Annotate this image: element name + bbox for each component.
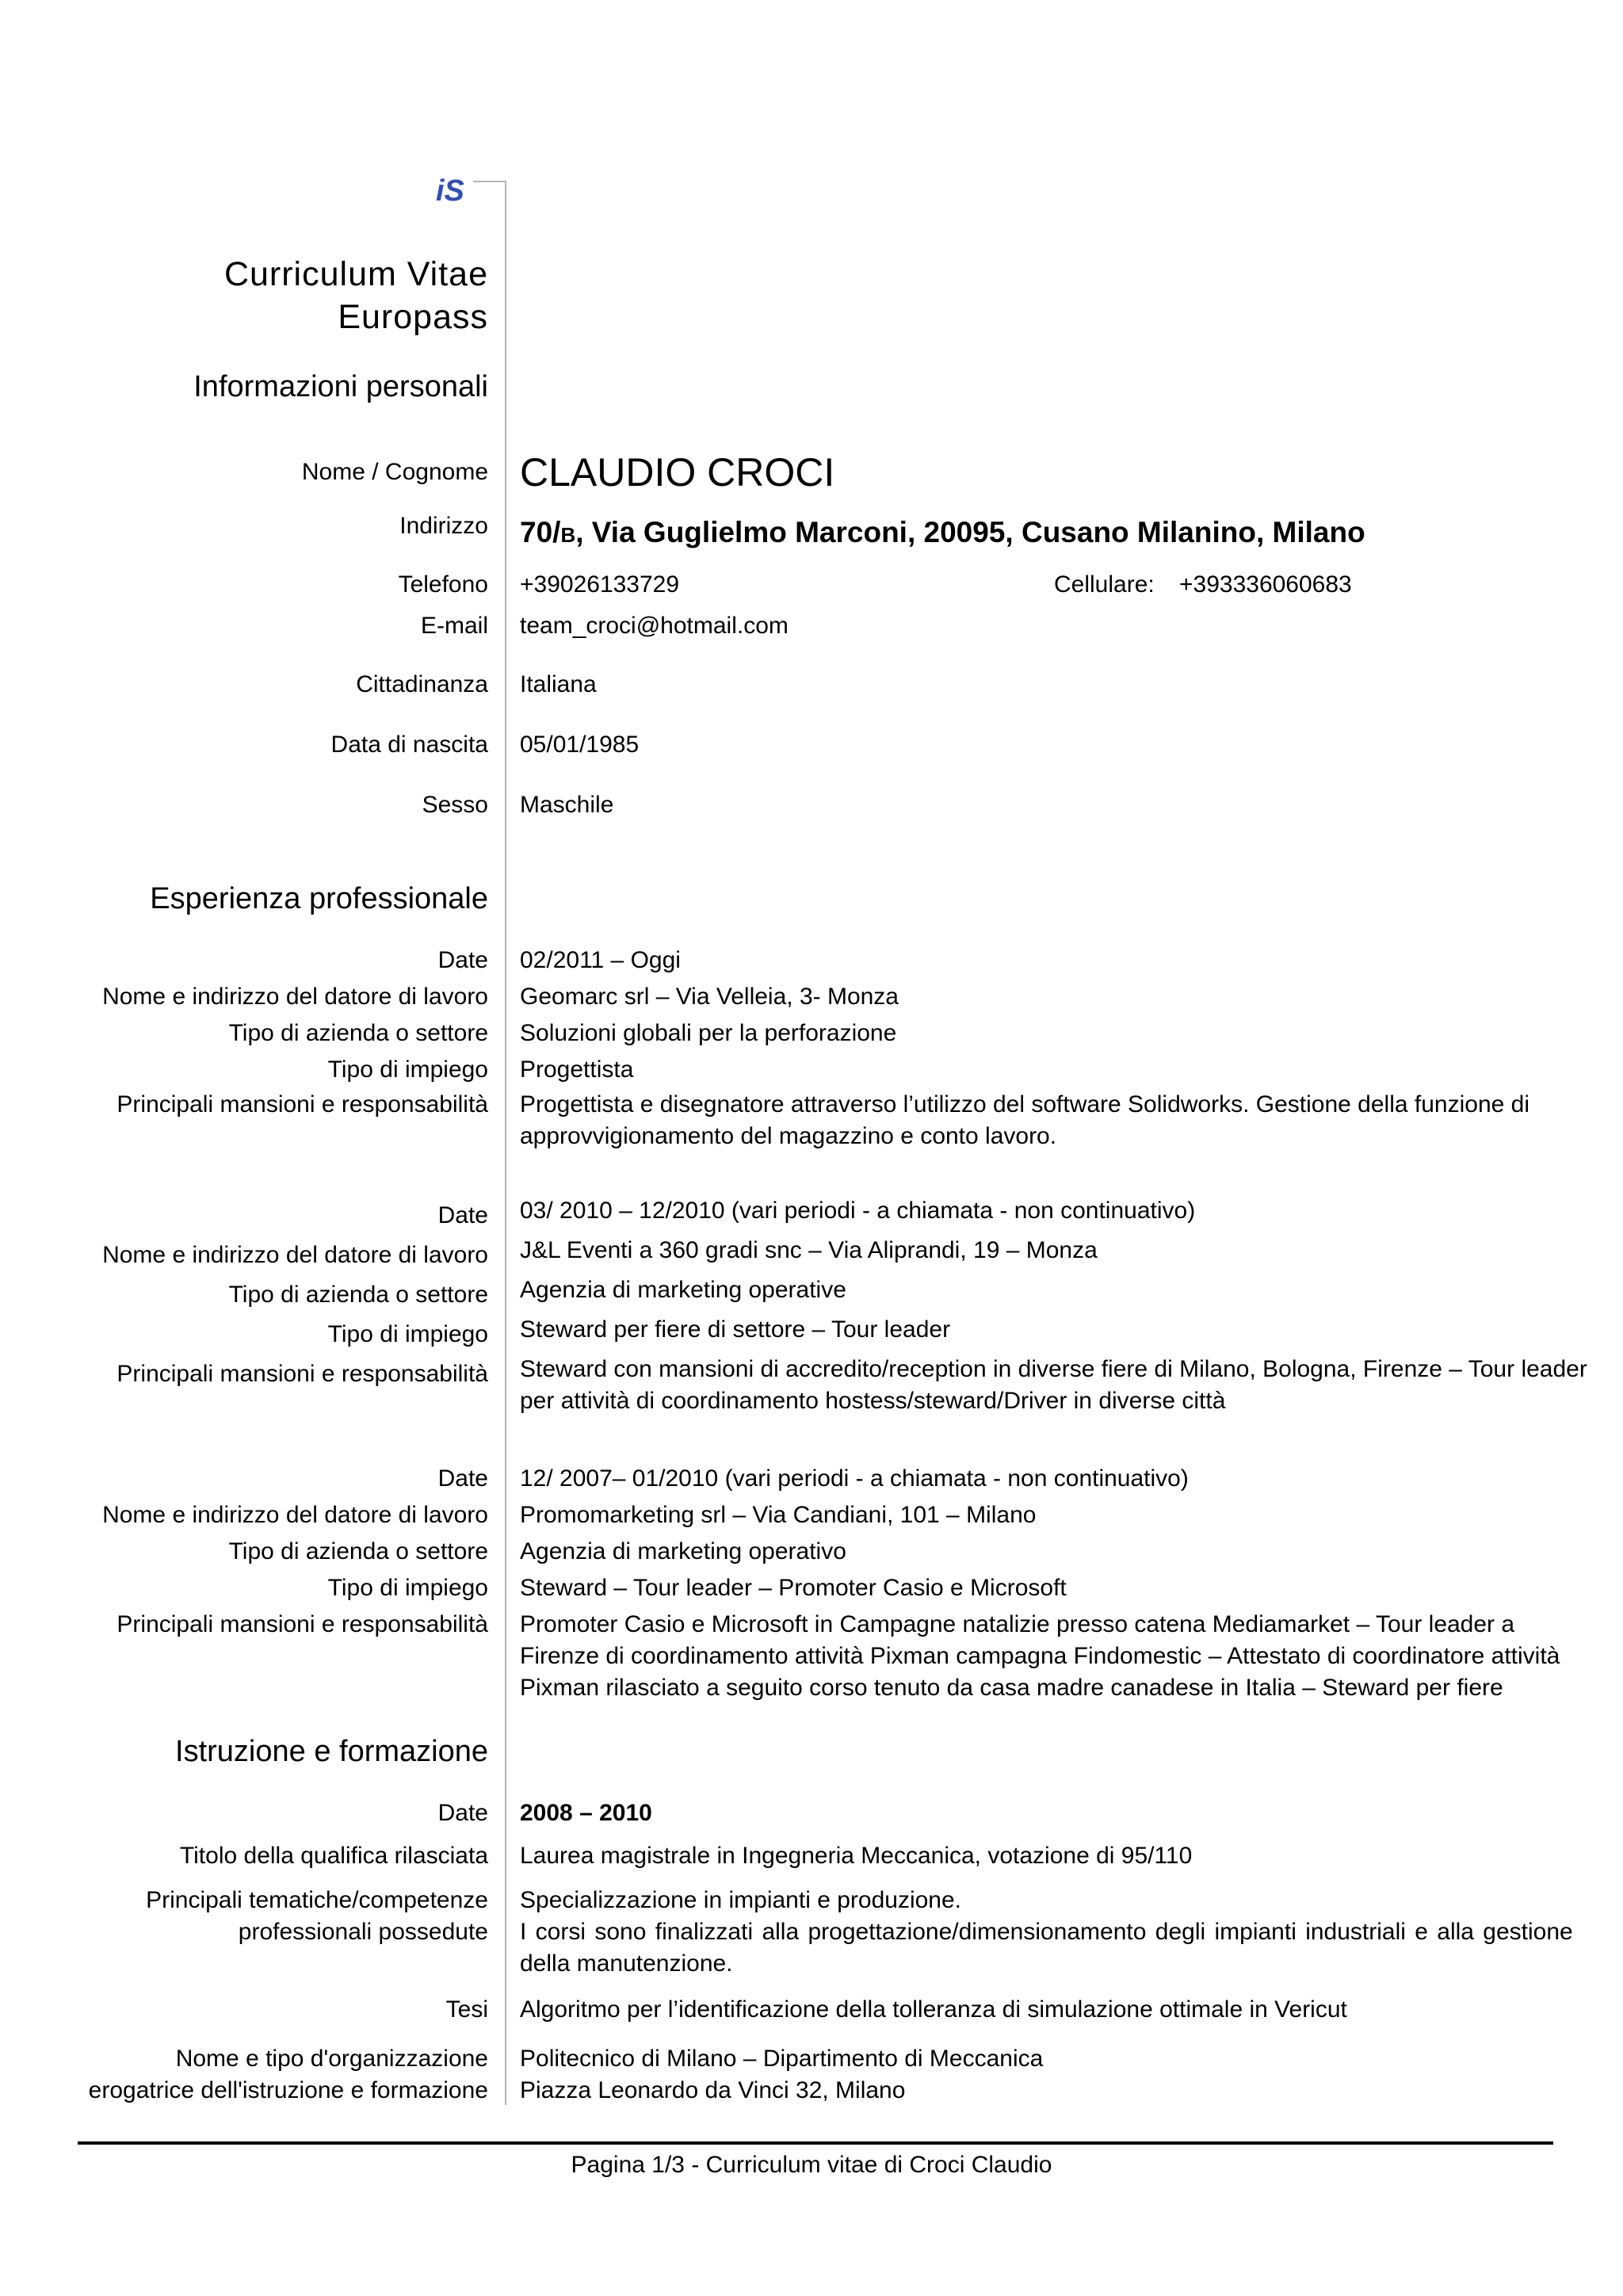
address-number: 70/ (520, 516, 561, 548)
job2-job: Steward per fiere di settore – Tour leader (520, 1316, 951, 1343)
job2-date-label: Date (437, 1202, 488, 1228)
job3-duties-line2: Firenze di coordinamento attività Pixman campagna Findomestic – Attestato di coordinatore attività (520, 1643, 1560, 1669)
edu-topics-label-line2: professionali possedute (238, 1919, 488, 1945)
job1-date-label: Date (437, 947, 488, 973)
job3-date: 12/ 2007– 01/2010 (vari periodi - a chiamata - non continuativo) (520, 1465, 1189, 1492)
job3-sector: Agenzia di marketing operativo (520, 1538, 846, 1564)
job2-job-label: Tipo di impiego (327, 1321, 488, 1347)
cv-title-line1: Curriculum Vitae (223, 255, 488, 293)
job1-employer-label: Nome e indirizzo del datore di lavoro (102, 984, 488, 1010)
edu-topics-line3: della manutenzione. (520, 1950, 733, 1977)
job3-job: Steward – Tour leader – Promoter Casio e Microsoft (520, 1575, 1067, 1601)
section-personal-info: Informazioni personali (193, 370, 488, 403)
job2-sector-label: Tipo di azienda o settore (228, 1282, 488, 1308)
job2-date: 03/ 2010 – 12/2010 (vari periodi - a chiamata - non continuativo) (520, 1198, 1196, 1224)
job2-employer: J&L Eventi a 360 gradi snc – Via Aliprandi, 19 – Monza (520, 1237, 1098, 1263)
job1-job: Progettista (520, 1056, 634, 1083)
job3-employer: Promomarketing srl – Via Candiani, 101 – Milano (520, 1502, 1037, 1528)
europass-logo: iS (436, 174, 464, 208)
column-divider-tick (473, 181, 506, 182)
job1-duties-label: Principali mansioni e responsabilità (116, 1091, 488, 1117)
citizenship-value: Italiana (520, 671, 597, 697)
job3-duties-line3: Pixman rilasciato a seguito corso tenuto da casa madre canadese in Italia – Steward per fiere (520, 1675, 1503, 1701)
edu-topics-label-line1: Principali tematiche/competenze (146, 1887, 488, 1913)
edu-date-label: Date (437, 1800, 488, 1826)
address-letter: B (560, 523, 576, 547)
edu-thesis: Algoritmo per l’identificazione della tolleranza di simulazione ottimale in Vericut (520, 1996, 1347, 2023)
email-value: team_croci@hotmail.com (520, 613, 789, 639)
section-experience: Esperienza professionale (150, 882, 488, 915)
job2-employer-label: Nome e indirizzo del datore di lavoro (102, 1242, 488, 1268)
birth-label: Data di nascita (330, 732, 488, 758)
job1-employer: Geomarc srl – Via Velleia, 3- Monza (520, 984, 899, 1010)
edu-org-label-line1: Nome e tipo d'organizzazione (175, 2046, 488, 2072)
birth-value: 05/01/1985 (520, 732, 640, 758)
edu-topics-line2: I corsi sono finalizzati alla progettazione/dimensionamento degli impianti industriali e alla gestione (520, 1919, 1573, 1945)
job3-duties-label: Principali mansioni e responsabilità (116, 1611, 488, 1637)
edu-thesis-label: Tesi (445, 1996, 488, 2023)
job1-date: 02/2011 – Oggi (520, 947, 681, 973)
section-education: Istruzione e formazione (175, 1735, 488, 1768)
name-label: Nome / Cognome (301, 459, 488, 485)
page-footer: Pagina 1/3 - Curriculum vitae di Croci Claudio (571, 2152, 1052, 2178)
job2-duties-line1: Steward con mansioni di accredito/reception in diverse fiere di Milano, Bologna, Firenze – Tour leader (520, 1356, 1587, 1382)
phone-value: +39026133729 (520, 571, 680, 598)
edu-date: 2008 – 2010 (520, 1800, 652, 1826)
job1-duties-line1: Progettista e disegnatore attraverso l’utilizzo del software Solidworks. Gestione della funzione di (520, 1091, 1530, 1117)
address-value (520, 514, 1365, 554)
edu-topics-line1: Specializzazione in impianti e produzione. (520, 1887, 961, 1913)
edu-title: Laurea magistrale in Ingegneria Meccanica, votazione di 95/110 (520, 1843, 1193, 1869)
citizenship-label: Cittadinanza (356, 671, 488, 697)
mobile-label: Cellulare: (1054, 571, 1155, 598)
job3-job-label: Tipo di impiego (327, 1575, 488, 1601)
footer-rule (78, 2141, 1553, 2145)
job3-sector-label: Tipo di azienda o settore (228, 1538, 488, 1564)
email-label: E-mail (420, 613, 488, 639)
job3-duties-line1: Promoter Casio e Microsoft in Campagne natalizie presso catena Mediamarket – Tour leader a (520, 1611, 1515, 1637)
address-rest: , Via Guglielmo Marconi, 20095, Cusano Milanino, Milano (575, 516, 1365, 548)
edu-org-line1: Politecnico di Milano – Dipartimento di Meccanica (520, 2046, 1044, 2072)
job1-job-label: Tipo di impiego (327, 1056, 488, 1083)
job1-sector: Soluzioni globali per la perforazione (520, 1020, 897, 1046)
mobile-value: +393336060683 (1179, 571, 1352, 598)
job1-sector-label: Tipo di azienda o settore (228, 1020, 488, 1046)
job2-duties-label: Principali mansioni e responsabilità (116, 1361, 488, 1387)
column-divider (505, 181, 506, 2105)
job3-date-label: Date (437, 1465, 488, 1492)
cv-title-line2: Europass (338, 298, 488, 336)
sex-label: Sesso (422, 792, 488, 818)
edu-org-label-line2: erogatrice dell'istruzione e formazione (88, 2077, 488, 2103)
sex-value: Maschile (520, 792, 614, 818)
phone-label: Telefono (398, 571, 488, 598)
job1-duties-line2: approvvigionamento del magazzino e conto lavoro. (520, 1123, 1057, 1149)
name-value: CLAUDIO CROCI (520, 450, 835, 495)
job3-employer-label: Nome e indirizzo del datore di lavoro (102, 1502, 488, 1528)
address-label: Indirizzo (399, 513, 488, 539)
edu-title-label: Titolo della qualifica rilasciata (179, 1843, 488, 1869)
edu-org-line2: Piazza Leonardo da Vinci 32, Milano (520, 2077, 906, 2103)
job2-sector: Agenzia di marketing operative (520, 1277, 846, 1303)
job2-duties-line2: per attività di coordinamento hostess/steward/Driver in diverse città (520, 1388, 1226, 1414)
